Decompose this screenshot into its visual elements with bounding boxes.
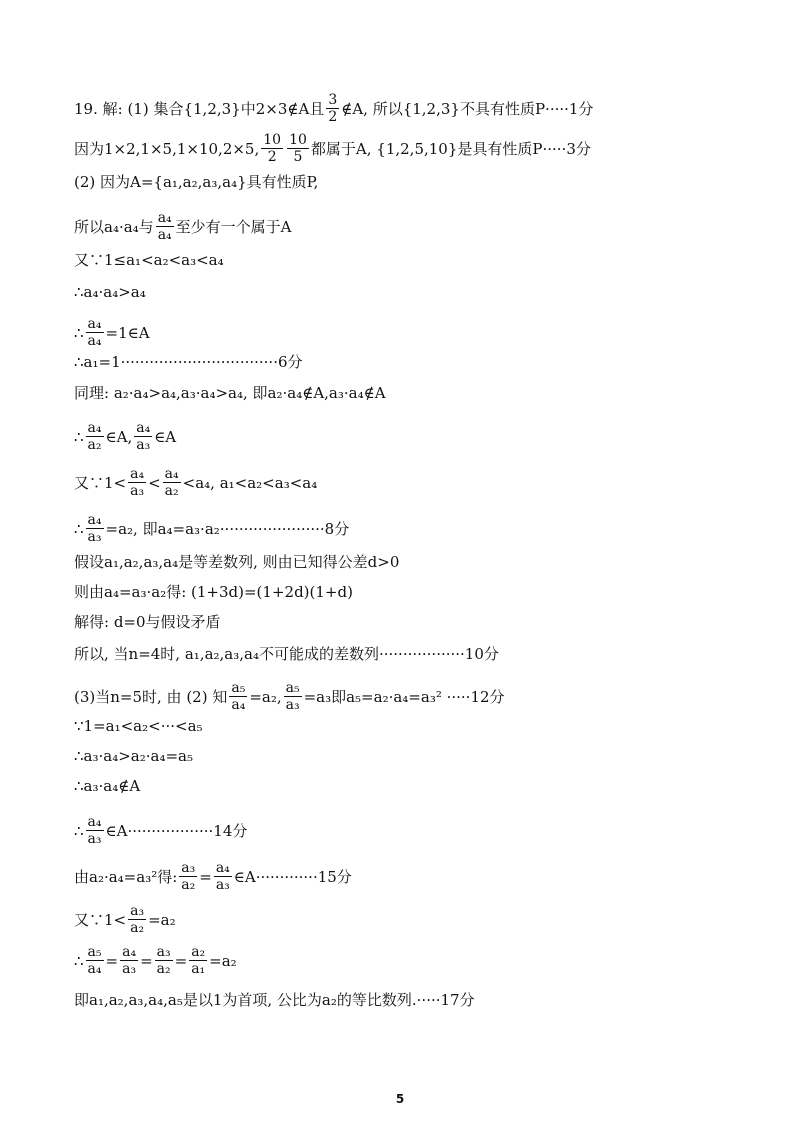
line-text: ∈A	[154, 427, 177, 446]
line-text: ∴	[74, 427, 84, 446]
solution-line	[74, 716, 203, 736]
solution-line	[74, 92, 593, 125]
fraction-denominator: a₄	[87, 333, 102, 349]
solution-line	[74, 552, 399, 572]
fraction-numerator: a₄	[87, 512, 102, 528]
fraction-numerator: 10	[289, 132, 307, 148]
solution-line	[74, 316, 150, 349]
fraction-denominator: a₃	[130, 483, 145, 499]
fraction-numerator: a₄	[87, 814, 102, 830]
fraction-denominator: a₄	[87, 961, 102, 977]
math-fraction	[179, 860, 197, 893]
solution-line	[74, 352, 303, 372]
math-fraction	[120, 944, 138, 977]
math-fraction	[86, 814, 104, 847]
fraction-numerator: a₄	[122, 944, 137, 960]
line-text: ∴a₄·a₄>a₄	[74, 283, 146, 301]
line-text: 都属于A, {1,2,5,10}是具有性质P·····3分	[310, 139, 591, 158]
fraction-denominator: a₃	[122, 961, 137, 977]
line-text: ∴	[74, 951, 84, 970]
line-text: 所以a₄·a₄与	[74, 217, 154, 236]
math-fraction	[163, 466, 181, 499]
fraction-numerator: 3	[328, 92, 338, 108]
fraction-numerator: 10	[263, 132, 282, 148]
line-text: 又∵1<	[74, 910, 127, 929]
line-text: 至少有一个属于A	[175, 217, 292, 236]
fraction-numerator: a₄	[130, 466, 145, 482]
fraction-numerator: a₄	[164, 466, 179, 482]
line-text: 即a₁,a₂,a₃,a₄,a₅是以1为首项, 公比为a₂的等比数列.·····17分	[74, 991, 475, 1009]
line-text: ∴a₃·a₄>a₂·a₄=a₅	[74, 747, 193, 765]
line-text: 又∵1<	[74, 473, 127, 492]
line-text: =	[140, 951, 153, 970]
page-number: 5	[395, 1092, 405, 1106]
line-text: 19. 解: (1) 集合{1,2,3}中2×3∉A且	[74, 99, 325, 118]
fraction-numerator: a₅	[285, 680, 300, 696]
fraction-denominator: 2	[267, 149, 277, 165]
math-fraction	[134, 420, 152, 453]
line-text: =	[105, 951, 119, 970]
solution-line	[74, 582, 353, 602]
solution-line	[74, 250, 224, 270]
line-text: (3)当n=5时, 由 (2) 知	[74, 687, 228, 706]
fraction-numerator: a₄	[157, 210, 172, 226]
math-fraction	[86, 512, 104, 545]
line-text: 所以, 当n=4时, a₁,a₂,a₃,a₄不可能成的差数列··················10分	[74, 645, 499, 663]
fraction-denominator: a₃	[87, 529, 102, 545]
fraction-numerator: a₅	[87, 944, 102, 960]
line-text: (2) 因为A={a₁,a₂,a₃,a₄}具有性质P,	[74, 173, 319, 191]
line-text: ∈A·············15分	[233, 867, 352, 886]
fraction-numerator: a₃	[130, 903, 145, 919]
fraction-numerator: a₃	[181, 860, 196, 876]
line-text: <a₄, a₁<a₂<a₃<a₄	[182, 473, 318, 492]
line-text: =a₂, 即a₄=a₃·a₂······················8分	[105, 519, 350, 538]
solution-line	[74, 420, 176, 453]
line-text: ∴	[74, 821, 84, 840]
solution-line	[74, 860, 352, 893]
line-text: =a₃即a₅=a₂·a₄=a₃² ·····12分	[303, 687, 505, 706]
fraction-numerator: a₃	[156, 944, 171, 960]
fraction-denominator: a₃	[87, 831, 102, 847]
fraction-denominator: a₄	[157, 227, 172, 243]
fraction-numerator: a₄	[136, 420, 151, 436]
fraction-denominator: a₂	[181, 877, 196, 893]
math-fraction	[261, 132, 283, 165]
line-text: 因为1×2,1×5,1×10,2×5,	[74, 139, 260, 158]
math-fraction	[86, 420, 104, 453]
math-fraction	[86, 944, 104, 977]
line-text: 由a₂·a₄=a₃²得:	[74, 867, 178, 886]
fraction-denominator: a₃	[136, 437, 151, 453]
line-text: ∈A··················14分	[105, 821, 248, 840]
fraction-denominator: a₂	[164, 483, 179, 499]
fraction-denominator: a₄	[231, 697, 246, 713]
math-fraction	[155, 944, 173, 977]
line-text: <	[148, 473, 161, 492]
math-fraction	[284, 680, 302, 713]
fraction-denominator: a₃	[215, 877, 230, 893]
line-text: =a₂	[209, 951, 237, 970]
fraction-denominator: a₂	[130, 920, 145, 936]
fraction-numerator: a₄	[87, 316, 102, 332]
fraction-numerator: a₅	[231, 680, 246, 696]
math-fraction	[128, 903, 146, 936]
solution-line	[74, 512, 349, 545]
math-fraction	[214, 860, 232, 893]
solution-line	[74, 944, 237, 977]
fraction-denominator: 5	[293, 149, 303, 165]
math-fraction	[229, 680, 247, 713]
fraction-denominator: 2	[328, 109, 338, 125]
solution-line	[74, 383, 386, 403]
math-fraction	[86, 316, 104, 349]
fraction-denominator: a₁	[191, 961, 206, 977]
solution-line	[74, 680, 505, 713]
line-text: ∴a₃·a₄∉A	[74, 777, 141, 795]
fraction-numerator: a₂	[191, 944, 206, 960]
math-fraction	[287, 132, 309, 165]
solution-line	[74, 814, 247, 847]
fraction-denominator: a₂	[156, 961, 171, 977]
solution-line	[74, 612, 221, 632]
fraction-numerator: a₄	[215, 860, 230, 876]
fraction-denominator: a₂	[87, 437, 102, 453]
line-text: 假设a₁,a₂,a₃,a₄是等差数列, 则由已知得公差d>0	[74, 553, 400, 571]
solution-line	[74, 903, 176, 936]
line-text: 又∵1≤a₁<a₂<a₃<a₄	[74, 251, 224, 269]
math-fraction	[128, 466, 146, 499]
line-text: 同理: a₂·a₄>a₄,a₃·a₄>a₄, 即a₂·a₄∉A,a₃·a₄∉A	[74, 384, 386, 402]
solution-line	[74, 132, 591, 165]
math-fraction	[326, 92, 339, 125]
line-text: ∴	[74, 519, 84, 538]
line-text: =a₂	[148, 910, 176, 929]
solution-line	[74, 990, 475, 1010]
line-text: ∴a₁=1·································6分	[74, 353, 303, 371]
line-text: =	[199, 867, 212, 886]
solution-line	[74, 210, 292, 243]
line-text: 则由a₄=a₃·a₂得: (1+3d)=(1+2d)(1+d)	[74, 583, 353, 601]
line-text: =a₂,	[249, 687, 282, 706]
line-text: ∴	[74, 323, 84, 342]
solution-line	[74, 282, 146, 302]
line-text: ∉A, 所以{1,2,3}不具有性质P·····1分	[341, 99, 594, 118]
fraction-denominator: a₃	[285, 697, 300, 713]
solution-line	[74, 776, 140, 796]
line-text: ∈A,	[105, 427, 133, 446]
fraction-numerator: a₄	[87, 420, 102, 436]
math-fraction	[189, 944, 207, 977]
line-text: =	[174, 951, 188, 970]
solution-line	[74, 746, 193, 766]
solution-line	[74, 172, 318, 192]
solution-line	[74, 644, 499, 664]
line-text: =1∈A	[105, 323, 150, 342]
line-text: ∵1=a₁<a₂<···<a₅	[74, 717, 203, 735]
math-fraction	[156, 210, 174, 243]
solution-line	[74, 466, 317, 499]
line-text: 解得: d=0与假设矛盾	[74, 613, 221, 631]
